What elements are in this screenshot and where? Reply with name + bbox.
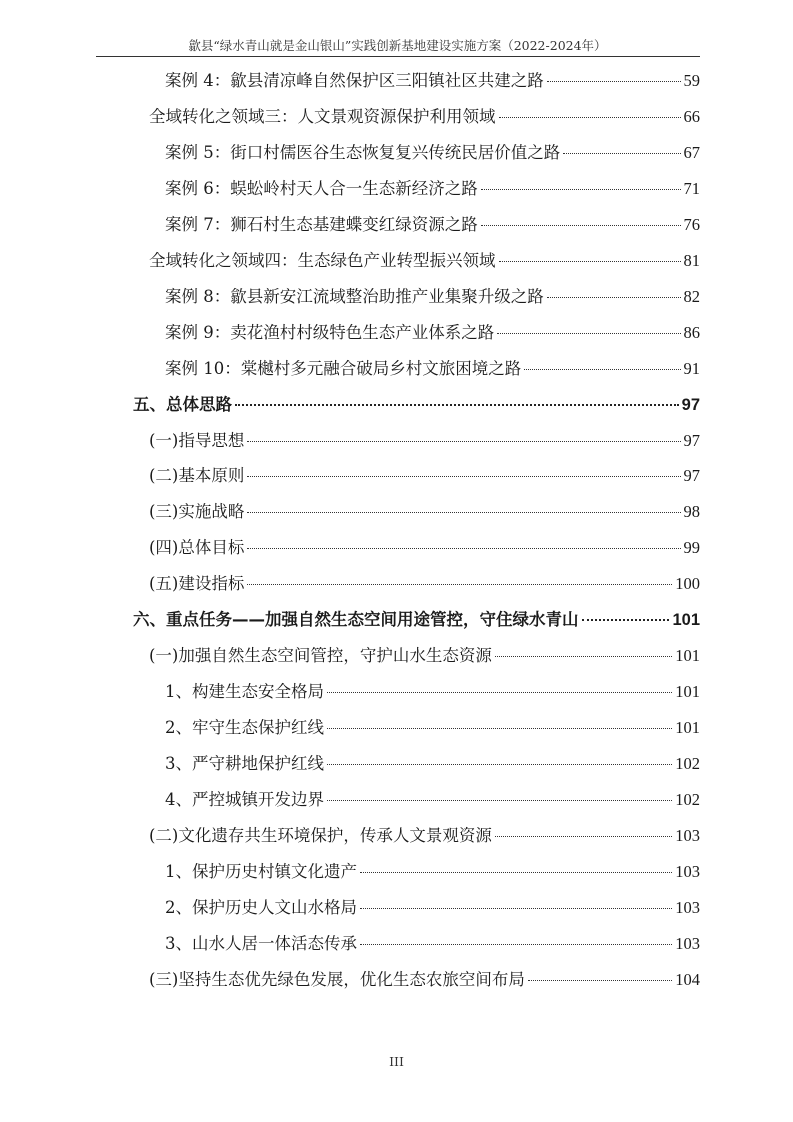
toc-entry[interactable] [165, 790, 700, 810]
toc-leader-dots [360, 944, 672, 945]
toc-leader-dots [495, 836, 672, 837]
toc-entry-label: 3、山水人居一体活态传承 [165, 934, 357, 953]
toc-entry[interactable] [149, 574, 700, 594]
toc-entry-page-number: 101 [675, 682, 700, 701]
toc-entry-label: (三)坚持生态优先绿色发展，优化生态农旅空间布局 [149, 970, 525, 989]
toc-leader-dots [547, 81, 681, 82]
toc-entry-page-number: 101 [672, 611, 700, 629]
toc-leader-dots [360, 872, 672, 873]
toc-entry[interactable] [165, 287, 700, 307]
toc-entry[interactable] [133, 610, 700, 630]
toc-entry[interactable] [133, 395, 700, 415]
toc-leader-dots [247, 441, 680, 442]
toc-entry-label: (一)指导思想 [149, 431, 245, 450]
toc-entry[interactable] [165, 682, 700, 702]
toc-entry-label: 全域转化之领域三：人文景观资源保护利用领域 [149, 107, 496, 126]
toc-entry-page-number: 101 [675, 646, 700, 665]
toc-entry-page-number: 67 [683, 143, 700, 162]
toc-entry[interactable] [165, 143, 700, 163]
toc-entry-page-number: 103 [675, 862, 700, 881]
toc-entry-label: 3、严守耕地保护红线 [165, 754, 324, 773]
toc-leader-dots [524, 369, 680, 370]
toc-entry[interactable] [149, 107, 700, 127]
toc-entry-label: 案例 7：狮石村生态基建蝶变红绿资源之路 [165, 215, 478, 234]
toc-entry[interactable] [165, 862, 700, 882]
toc-entry[interactable] [149, 466, 700, 486]
toc-entry[interactable] [165, 323, 700, 343]
toc-leader-dots [499, 261, 681, 262]
toc-leader-dots [563, 153, 680, 154]
toc-leader-dots [327, 800, 672, 801]
toc-entry-page-number: 59 [683, 71, 700, 90]
toc-leader-dots [247, 548, 680, 549]
toc-entry-page-number: 104 [675, 970, 700, 989]
toc-entry-label: 1、构建生态安全格局 [165, 682, 324, 701]
toc-entry[interactable] [165, 898, 700, 918]
toc-leader-dots [327, 692, 672, 693]
toc-entry-label: 案例 9：卖花渔村村级特色生态产业体系之路 [165, 323, 495, 342]
toc-entry-label: 五、总体思路 [133, 395, 232, 414]
toc-leader-dots [247, 512, 680, 513]
toc-entry-page-number: 101 [675, 718, 700, 737]
toc-leader-dots [247, 476, 680, 477]
toc-leader-dots [481, 225, 681, 226]
toc-entry-page-number: 103 [675, 898, 700, 917]
toc-entry-page-number: 91 [683, 359, 700, 378]
toc-leader-dots [235, 404, 679, 406]
toc-entry-label: 1、保护历史村镇文化遗产 [165, 862, 357, 881]
toc-entry[interactable] [149, 646, 700, 666]
toc-entry-page-number: 100 [675, 574, 700, 593]
toc-entry-label: 案例 5：街口村儒医谷生态恢复复兴传统民居价值之路 [165, 143, 561, 162]
toc-entry-label: 4、严控城镇开发边界 [165, 790, 324, 809]
toc-entry-label: (二)文化遗存共生环境保护，传承人文景观资源 [149, 826, 492, 845]
toc-entry-label: 案例 6：蜈蚣岭村天人合一生态新经济之路 [165, 179, 478, 198]
toc-entry-page-number: 103 [675, 934, 700, 953]
running-header: 歙县“绿水青山就是金山银山”实践创新基地建设实施方案（2022-2024年） [188, 38, 607, 53]
toc-entry[interactable] [165, 754, 700, 774]
toc-entry[interactable] [165, 359, 700, 379]
toc-entry-page-number: 97 [683, 431, 700, 450]
toc-entry-page-number: 76 [683, 215, 700, 234]
toc-leader-dots [499, 117, 681, 118]
toc-entry[interactable] [165, 179, 700, 199]
toc-entry-page-number: 66 [683, 107, 700, 126]
toc-entry-page-number: 71 [683, 179, 700, 198]
toc-entry-page-number: 102 [675, 790, 700, 809]
toc-entry-page-number: 97 [681, 396, 700, 414]
toc-leader-dots [582, 619, 670, 621]
toc-entry-label: 2、保护历史人文山水格局 [165, 898, 357, 917]
toc-entry-label: 案例 10：棠樾村多元融合破局乡村文旅困境之路 [165, 359, 522, 378]
toc-entry-label: (五)建设指标 [149, 574, 245, 593]
toc-leader-dots [481, 189, 681, 190]
toc-entry-label: 2、牢守生态保护红线 [165, 718, 324, 737]
toc-entry-label: 六、重点任务——加强自然生态空间用途管控，守住绿水青山 [133, 610, 579, 629]
toc-entry[interactable] [165, 215, 700, 235]
toc-entry-label: (二)基本原则 [149, 466, 245, 485]
toc-entry[interactable] [165, 934, 700, 954]
toc-entry-page-number: 103 [675, 826, 700, 845]
toc-entry-label: 案例 4：歙县清凉峰自然保护区三阳镇社区共建之路 [165, 71, 544, 90]
toc-entry[interactable] [165, 718, 700, 738]
toc-entry-page-number: 97 [683, 466, 700, 485]
toc-entry-page-number: 86 [683, 323, 700, 342]
toc-entry[interactable] [149, 502, 700, 522]
toc-entry-page-number: 82 [683, 287, 700, 306]
toc-entry-page-number: 102 [675, 754, 700, 773]
toc-entry-page-number: 99 [683, 538, 700, 557]
toc-entry-label: (四)总体目标 [149, 538, 245, 557]
toc-entry[interactable] [149, 251, 700, 271]
toc-entry-page-number: 81 [683, 251, 700, 270]
toc-entry[interactable] [165, 71, 700, 91]
toc-leader-dots [547, 297, 681, 298]
toc-entry-page-number: 98 [683, 502, 700, 521]
toc-leader-dots [495, 656, 672, 657]
toc-leader-dots [247, 584, 672, 585]
toc-entry[interactable] [149, 970, 700, 990]
toc-entry-label: (一)加强自然生态空间管控，守护山水生态资源 [149, 646, 492, 665]
toc-entry[interactable] [149, 431, 700, 451]
toc-leader-dots [528, 980, 672, 981]
toc-entry[interactable] [149, 826, 700, 846]
toc-leader-dots [497, 333, 680, 334]
toc-leader-dots [327, 728, 672, 729]
toc-entry-label: (三)实施战略 [149, 502, 245, 521]
toc-entry-label: 全域转化之领域四：生态绿色产业转型振兴领域 [149, 251, 496, 270]
toc-leader-dots [360, 908, 672, 909]
toc-entry-label: 案例 8：歙县新安江流域整治助推产业集聚升级之路 [165, 287, 544, 306]
toc-entry[interactable] [149, 538, 700, 558]
toc-leader-dots [327, 764, 672, 765]
page-number: III [389, 1054, 404, 1069]
